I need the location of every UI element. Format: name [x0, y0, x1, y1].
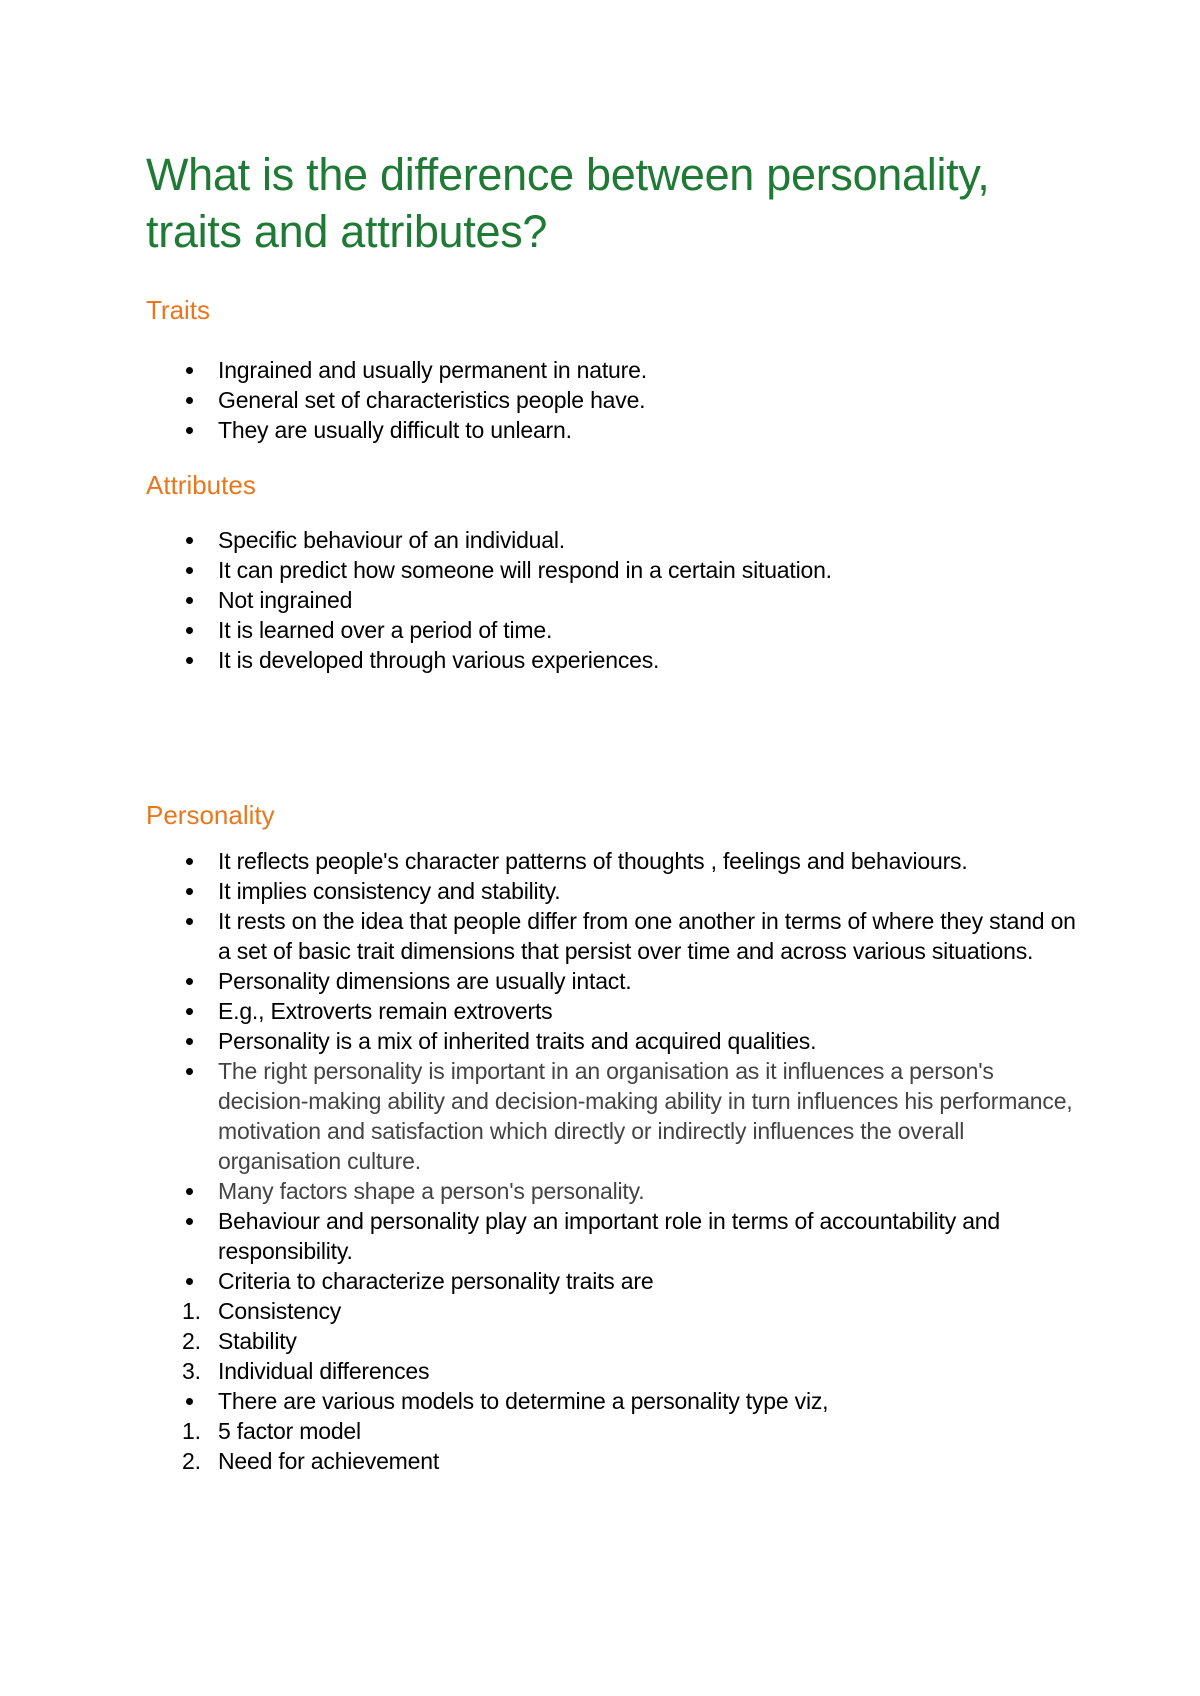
attributes-heading: Attributes [146, 470, 256, 500]
traits-list [146, 355, 1076, 445]
list-item: Many factors shape a person's personality. [146, 1176, 1076, 1206]
bullet-icon [186, 367, 193, 374]
bullet-icon [186, 1008, 193, 1015]
personality-heading: Personality [146, 800, 275, 830]
list-item: Criteria to characterize personality traits are [146, 1266, 1076, 1296]
bullet-icon [186, 1038, 193, 1045]
bullet-icon [186, 1068, 193, 1075]
list-item: It is learned over a period of time. [146, 615, 1076, 645]
list-item: Personality dimensions are usually intact. [146, 966, 1076, 996]
list-item: They are usually difficult to unlearn. [146, 415, 1076, 445]
traits-heading: Traits [146, 295, 211, 325]
list-item: The right personality is important in an organisation as it influences a person's decision-making ability and decision-making ability in turn influences his performance, motivation and satisfaction which directly or indirectly influences the overall organisation culture. [146, 1056, 1076, 1176]
numbered-item: 1. Consistency [182, 1298, 342, 1324]
list-item: It is developed through various experiences. [146, 645, 1076, 675]
attributes-list [146, 525, 1076, 675]
numbered-item: 3. Individual differences [182, 1358, 430, 1384]
criteria-list [146, 1296, 1076, 1386]
list-item: General set of characteristics people have. [146, 385, 1076, 415]
bullet-icon [186, 657, 193, 664]
bullet-icon [186, 427, 193, 434]
list-item: E.g., Extroverts remain extroverts [146, 996, 1076, 1026]
models-intro-list [146, 1386, 1076, 1416]
bullet-icon [186, 1188, 193, 1195]
bullet-icon [186, 397, 193, 404]
personality-list [146, 846, 1076, 1296]
list-item: Behaviour and personality play an important role in terms of accountability and responsibility. [146, 1206, 1076, 1266]
bullet-icon [186, 567, 193, 574]
document-title: What is the difference between personality, traits and attributes? [146, 149, 990, 257]
bullet-icon [186, 1218, 193, 1225]
bullet-icon [186, 537, 193, 544]
bullet-icon [186, 627, 193, 634]
numbered-item: 2. Stability [182, 1328, 297, 1354]
list-item: Not ingrained [146, 585, 1076, 615]
list-item: Ingrained and usually permanent in nature. [146, 355, 1076, 385]
list-item: It can predict how someone will respond in a certain situation. [146, 555, 1076, 585]
list-item: It reflects people's character patterns of thoughts , feelings and behaviours. [146, 846, 1076, 876]
bullet-icon [186, 888, 193, 895]
bullet-icon [186, 597, 193, 604]
bullet-icon [186, 1278, 193, 1285]
models-list [146, 1416, 1076, 1476]
bullet-icon [186, 1398, 193, 1405]
bullet-icon [186, 918, 193, 925]
numbered-item: 2. Need for achievement [182, 1448, 440, 1474]
list-item: It implies consistency and stability. [146, 876, 1076, 906]
document-page [146, 146, 1076, 1476]
bullet-icon [186, 978, 193, 985]
bullet-icon [186, 858, 193, 865]
list-item: It rests on the idea that people differ from one another in terms of where they stand on a set of basic trait dimensions that persist over time and across various situations. [146, 906, 1076, 966]
list-item: Personality is a mix of inherited traits and acquired qualities. [146, 1026, 1076, 1056]
list-item: There are various models to determine a personality type viz, [146, 1386, 1076, 1416]
list-item: Specific behaviour of an individual. [146, 525, 1076, 555]
numbered-item: 1. 5 factor model [182, 1418, 361, 1444]
